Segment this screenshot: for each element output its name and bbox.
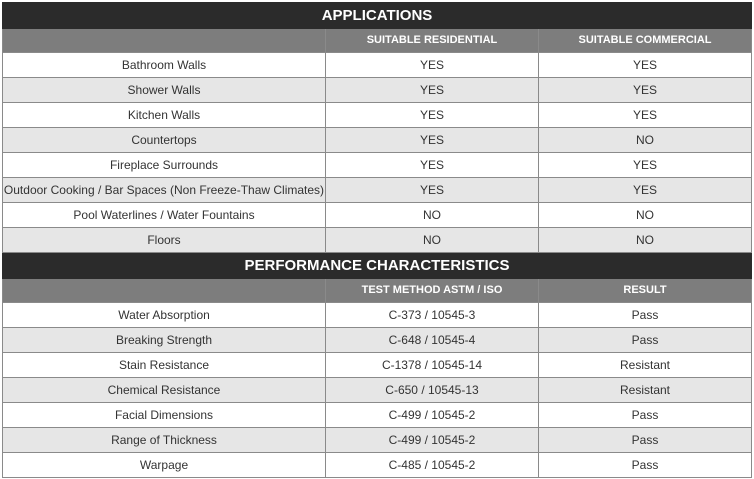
- performance-row-label: Range of Thickness: [3, 428, 326, 453]
- performance-row-label: Facial Dimensions: [3, 403, 326, 428]
- performance-cell-value: C-373 / 10545-3: [326, 303, 539, 328]
- applications-cell-value: NO: [539, 228, 752, 253]
- performance-header-row: [3, 279, 752, 303]
- applications-header-row: [3, 29, 752, 53]
- performance-row-label: Stain Resistance: [3, 353, 326, 378]
- applications-table-row: [3, 153, 752, 178]
- performance-table-row: [3, 428, 752, 453]
- applications-cell-value: YES: [326, 178, 539, 203]
- applications-row-label: Fireplace Surrounds: [3, 153, 326, 178]
- applications-table-row: [3, 228, 752, 253]
- applications-cell-value: NO: [539, 128, 752, 153]
- spec-sheet: [2, 2, 751, 478]
- applications-row-label: Floors: [3, 228, 326, 253]
- performance-row-label: Water Absorption: [3, 303, 326, 328]
- spec-table-body: [3, 3, 752, 478]
- applications-cell-value: YES: [326, 128, 539, 153]
- applications-row-label: Shower Walls: [3, 78, 326, 103]
- applications-cell-value: YES: [326, 153, 539, 178]
- performance-cell-value: Resistant: [539, 378, 752, 403]
- performance-column-header: [3, 279, 326, 303]
- performance-row-label: Breaking Strength: [3, 328, 326, 353]
- applications-table-row: [3, 128, 752, 153]
- performance-cell-value: C-499 / 10545-2: [326, 403, 539, 428]
- performance-cell-value: Pass: [539, 328, 752, 353]
- performance-table-row: [3, 378, 752, 403]
- applications-row-label: Kitchen Walls: [3, 103, 326, 128]
- performance-table-row: [3, 328, 752, 353]
- performance-column-header: TEST METHOD ASTM / ISO: [326, 279, 539, 303]
- applications-title-row: [3, 3, 752, 29]
- performance-title: PERFORMANCE CHARACTERISTICS: [3, 253, 752, 279]
- applications-cell-value: NO: [326, 228, 539, 253]
- applications-cell-value: YES: [539, 153, 752, 178]
- applications-table-row: [3, 53, 752, 78]
- applications-row-label: Countertops: [3, 128, 326, 153]
- performance-cell-value: C-499 / 10545-2: [326, 428, 539, 453]
- performance-cell-value: Pass: [539, 453, 752, 478]
- applications-row-label: Pool Waterlines / Water Fountains: [3, 203, 326, 228]
- applications-cell-value: YES: [326, 103, 539, 128]
- performance-row-label: Warpage: [3, 453, 326, 478]
- applications-row-label: Outdoor Cooking / Bar Spaces (Non Freeze-Thaw Climates): [3, 178, 326, 203]
- applications-cell-value: YES: [326, 78, 539, 103]
- applications-cell-value: YES: [539, 178, 752, 203]
- performance-table-row: [3, 453, 752, 478]
- applications-table-row: [3, 103, 752, 128]
- applications-cell-value: NO: [539, 203, 752, 228]
- applications-column-header: [3, 29, 326, 53]
- applications-cell-value: YES: [539, 103, 752, 128]
- performance-cell-value: C-485 / 10545-2: [326, 453, 539, 478]
- spec-table: [2, 2, 752, 478]
- performance-column-header: RESULT: [539, 279, 752, 303]
- performance-table-row: [3, 353, 752, 378]
- applications-table-row: [3, 78, 752, 103]
- applications-table-row: [3, 203, 752, 228]
- performance-title-row: [3, 253, 752, 279]
- performance-cell-value: C-1378 / 10545-14: [326, 353, 539, 378]
- applications-cell-value: NO: [326, 203, 539, 228]
- performance-table-row: [3, 303, 752, 328]
- performance-cell-value: Pass: [539, 428, 752, 453]
- performance-cell-value: C-648 / 10545-4: [326, 328, 539, 353]
- applications-cell-value: YES: [539, 53, 752, 78]
- performance-table-row: [3, 403, 752, 428]
- applications-row-label: Bathroom Walls: [3, 53, 326, 78]
- applications-column-header: SUITABLE RESIDENTIAL: [326, 29, 539, 53]
- applications-table-row: [3, 178, 752, 203]
- performance-row-label: Chemical Resistance: [3, 378, 326, 403]
- performance-cell-value: Pass: [539, 303, 752, 328]
- performance-cell-value: C-650 / 10545-13: [326, 378, 539, 403]
- applications-cell-value: YES: [326, 53, 539, 78]
- performance-cell-value: Resistant: [539, 353, 752, 378]
- applications-cell-value: YES: [539, 78, 752, 103]
- applications-column-header: SUITABLE COMMERCIAL: [539, 29, 752, 53]
- performance-cell-value: Pass: [539, 403, 752, 428]
- applications-title: APPLICATIONS: [3, 3, 752, 29]
